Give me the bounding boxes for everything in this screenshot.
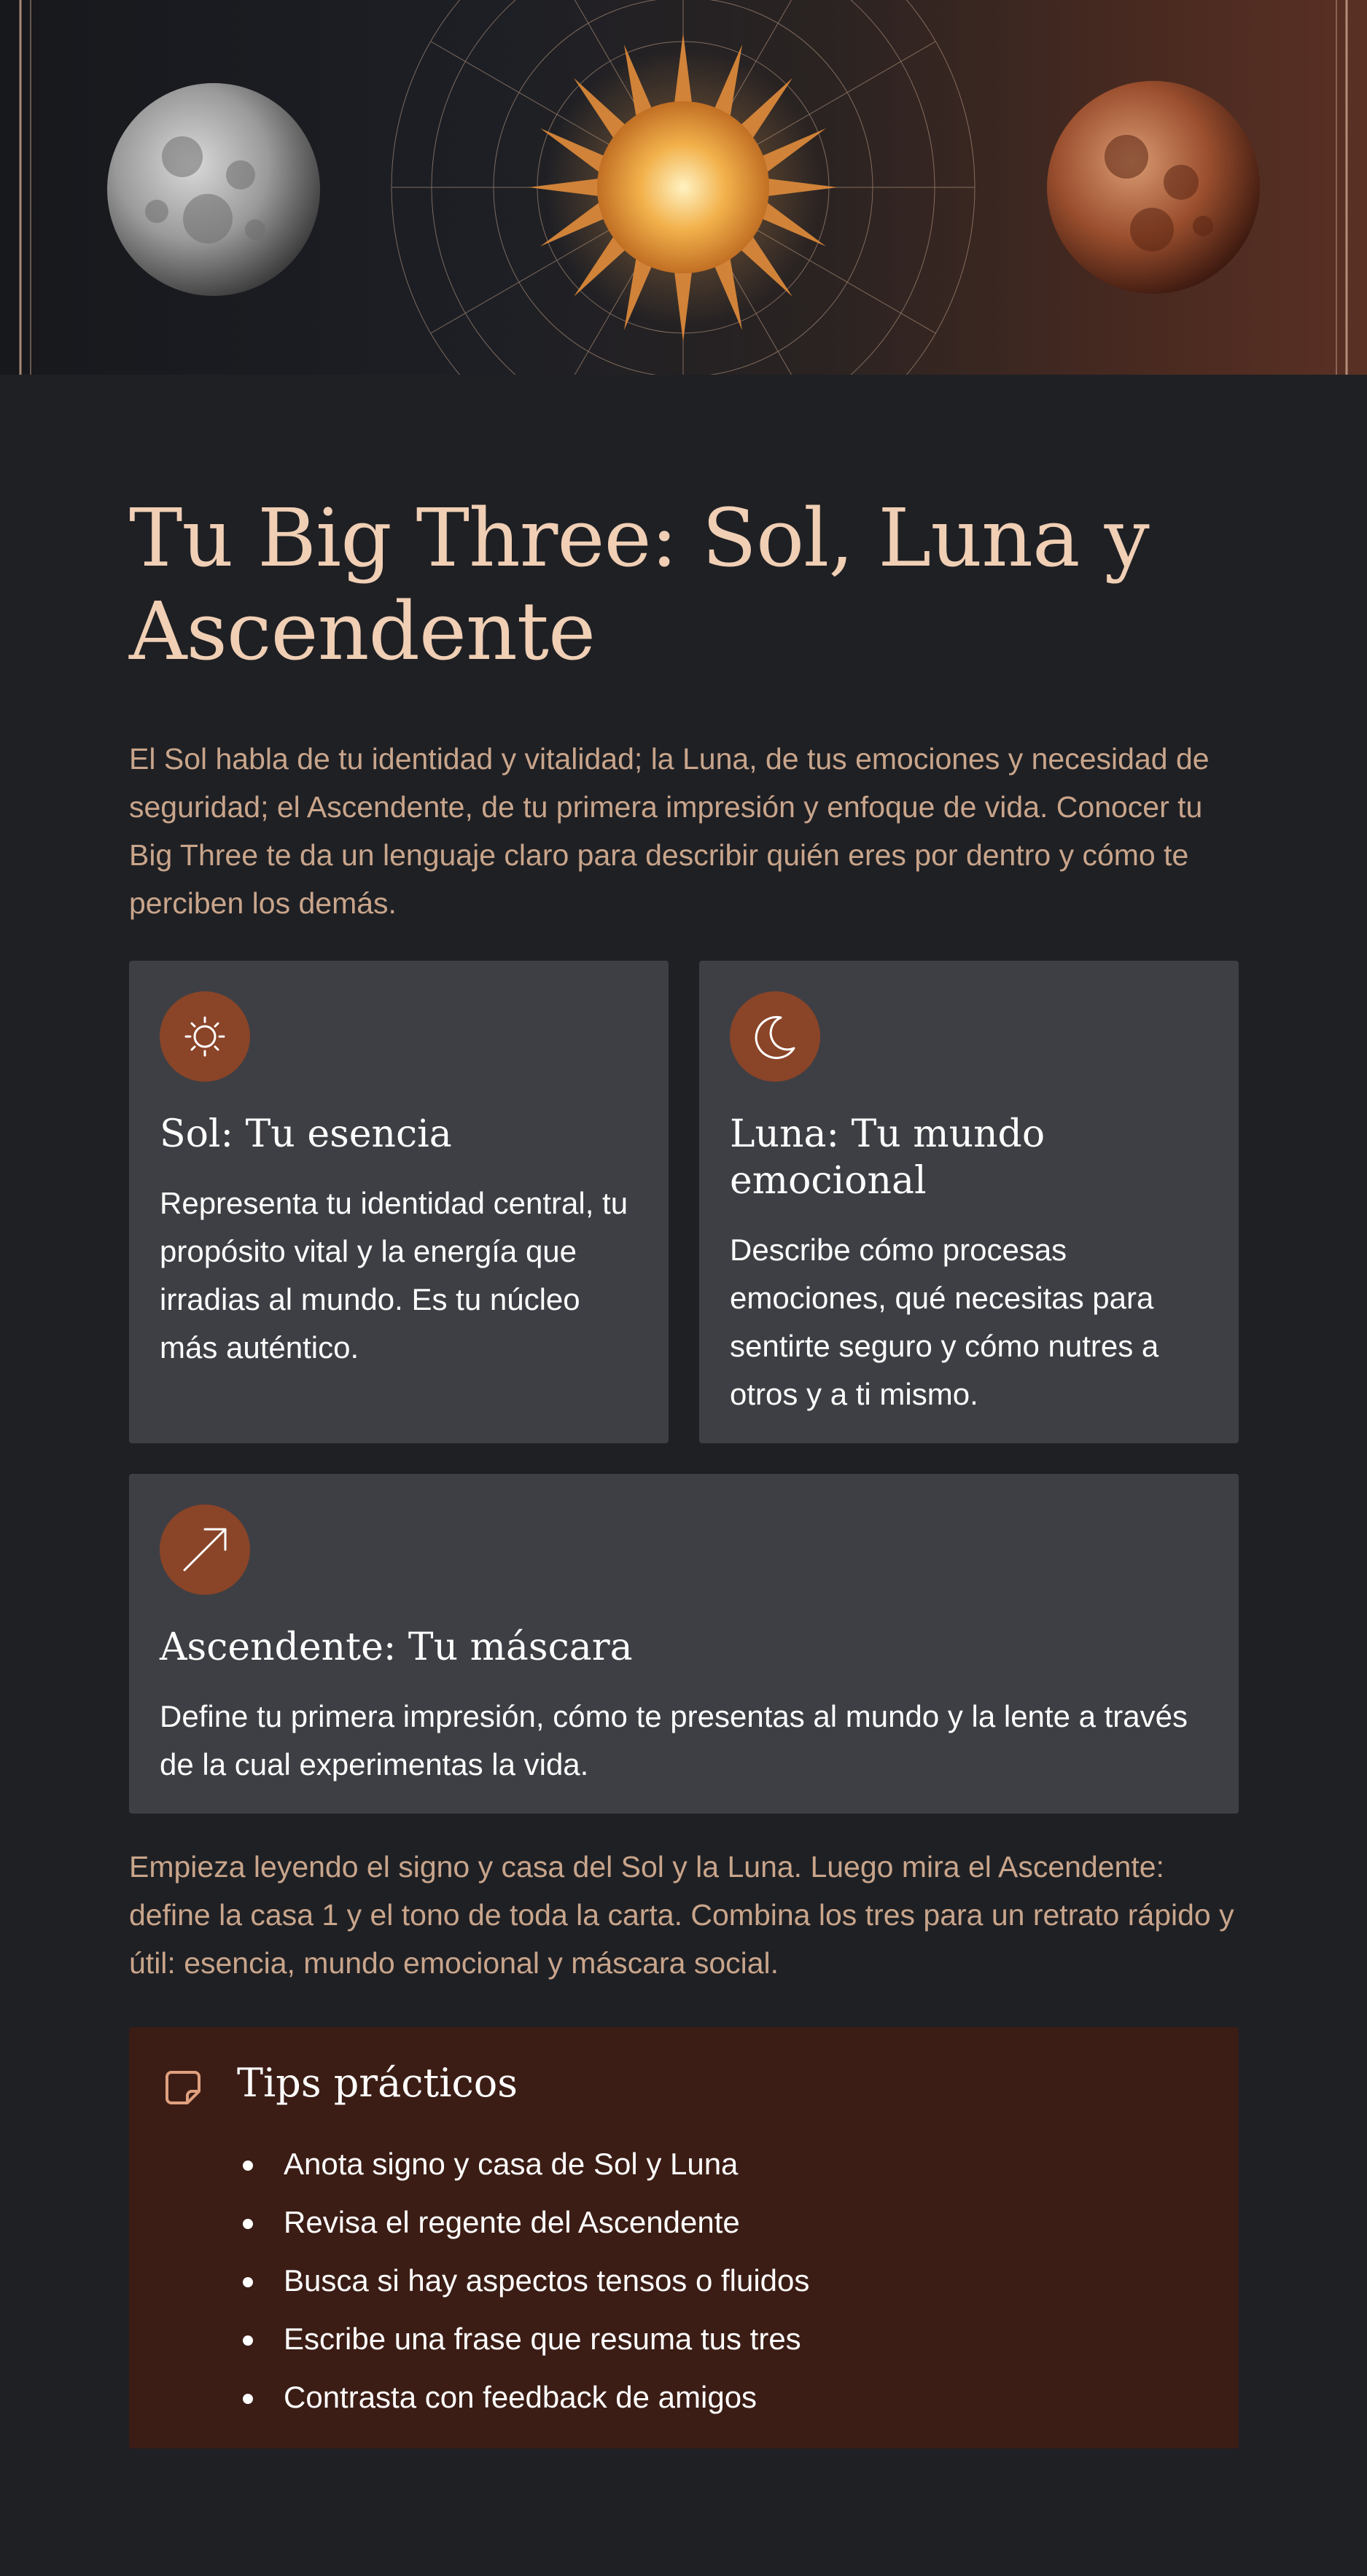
list-item: Busca si hay aspectos tensos o fluidos xyxy=(237,2252,809,2310)
list-item: Escribe una frase que resuma tus tres xyxy=(237,2310,809,2368)
hero-illustration xyxy=(0,0,1367,375)
sun-illustration xyxy=(597,101,769,273)
moon-icon-badge xyxy=(730,991,820,1082)
card-title: Luna: Tu mundo emocional xyxy=(730,1112,1045,1203)
list-item: Contrasta con feedback de amigos xyxy=(237,2368,809,2427)
moon-icon xyxy=(730,991,820,1082)
arrow-up-right-icon xyxy=(160,1504,250,1595)
list-item: Anota signo y casa de Sol y Luna xyxy=(237,2135,809,2193)
card-title: Sol: Tu esencia xyxy=(160,1112,452,1156)
card-sol xyxy=(129,961,669,1443)
tips-title: Tips prácticos xyxy=(237,2060,518,2106)
card-text: Define tu primera impresión, cómo te presentas al mundo y la lente a través de la cual experimentas la vida. xyxy=(160,1699,1188,1781)
page-title: Tu Big Three: Sol, Luna y Ascendente xyxy=(129,491,1149,678)
guide-paragraph: Empieza leyendo el signo y casa del Sol y la Luna. Luego mira el Ascendente: define la casa 1 y el tono de toda la carta. Combina los tres para un retrato rápido y útil: esencia, mundo emocional y máscara social. xyxy=(129,1850,1234,1980)
sun-icon xyxy=(160,991,250,1082)
sticky-note-icon xyxy=(161,2065,205,2109)
list-item: Revisa el regente del Ascendente xyxy=(237,2193,809,2252)
sun-icon-badge xyxy=(160,991,250,1082)
card-luna xyxy=(699,961,1239,1443)
arrow-icon-badge xyxy=(160,1504,250,1595)
hero-image xyxy=(0,0,1367,375)
card-text: Representa tu identidad central, tu propósito vital y la energía que irradias al mundo. Es tu núcleo más auténtico. xyxy=(160,1186,628,1365)
card-ascendente xyxy=(129,1474,1239,1814)
tips-panel xyxy=(129,2027,1239,2448)
card-text: Describe cómo procesas emociones, qué necesitas para sentirte seguro y cómo nutres a otros y a ti mismo. xyxy=(730,1233,1159,1411)
intro-paragraph: El Sol habla de tu identidad y vitalidad; la Luna, de tus emociones y necesidad de seguridad; el Ascendente, de tu primera impresión y enfoque de vida. Conocer tu Big Three te da un lenguaje claro para describir quién eres por dentro y cómo te perciben los demás. xyxy=(129,742,1210,920)
tips-list xyxy=(237,2135,809,2427)
moon-illustration xyxy=(107,83,320,296)
card-title: Ascendente: Tu máscara xyxy=(160,1625,633,1669)
planet-illustration xyxy=(1047,81,1260,294)
